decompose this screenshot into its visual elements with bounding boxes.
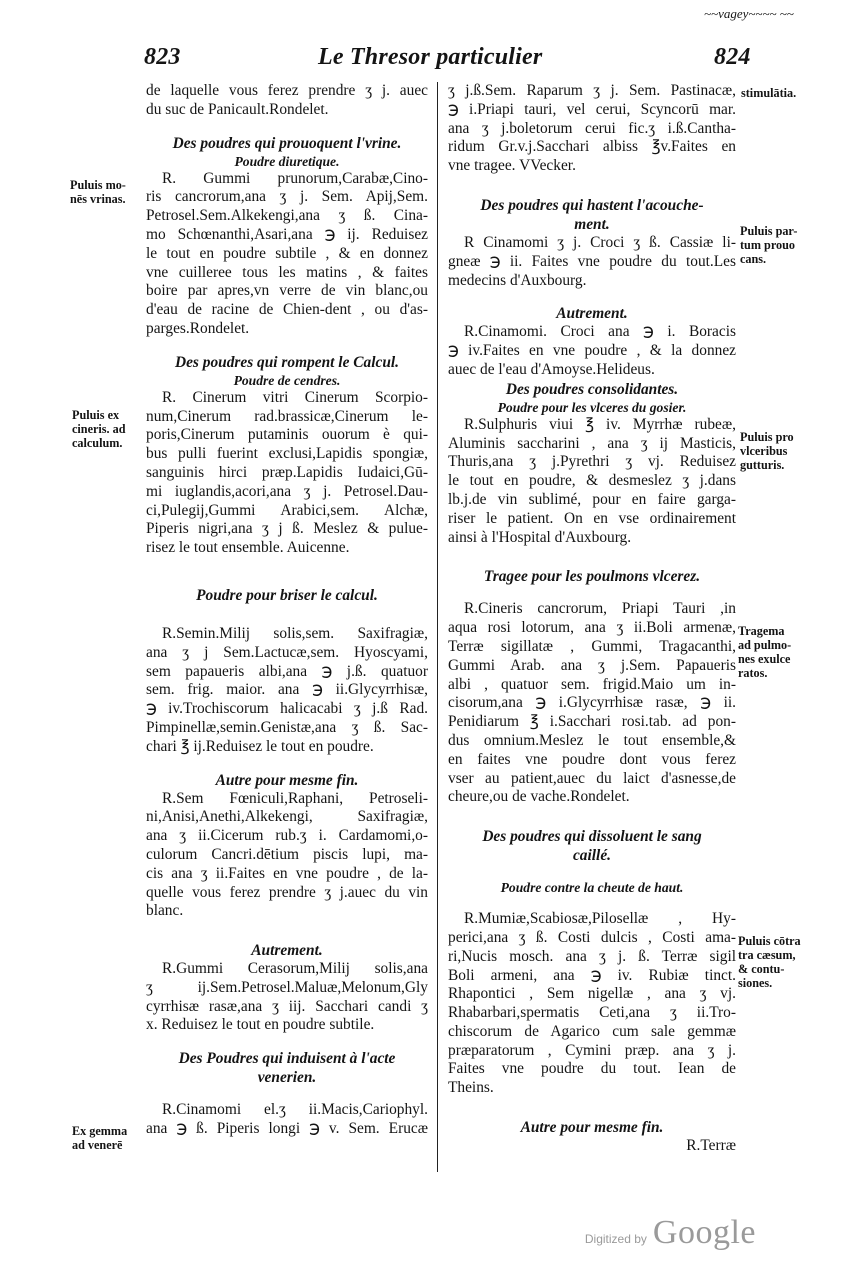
margin-note: Puluis mo- nēs vrinas.: [70, 178, 126, 206]
section-heading: Autre pour mesme fin.: [215, 771, 359, 789]
text-line: riser le patient. On en vse ordinairement: [448, 509, 736, 527]
watermark-prefix: Digitized by: [584, 1232, 647, 1246]
margin-note: Tragema ad pulmo- nes exulce ratos.: [738, 624, 792, 680]
text-line: de laquelle vous ferez prendre ʒ j. auec: [146, 82, 428, 99]
text-line: vne cuilleree tous les matins , & faites: [146, 263, 428, 281]
text-line: quelle vous ferez prendre ʒ j.auec du vin: [146, 883, 428, 901]
text-line: ana ʒ j Sem.Lactucæ,sem. Hyoscyami,: [146, 643, 428, 661]
spacer: [448, 1098, 736, 1118]
text-line: ana ʒ ii.Cicerum rub.ʒ i. Cardamomi,o-: [146, 827, 428, 845]
digitized-watermark: [585, 1214, 756, 1252]
text-line: cis ana ʒ ii.Faites en vne poudre , de la-: [146, 864, 428, 882]
text-line: R.Mumiæ,Scabiosæ,Pilosellæ , Hy-: [464, 910, 736, 928]
text-line: du suc de Panicault.Rondelet.: [146, 100, 329, 118]
text-line: ridum Gr.v.j.Sacchari albiss ℥v.Faites en: [448, 138, 736, 156]
spacer: [146, 339, 428, 353]
text-line: Aluminis saccharini , ana ʒ ij Masticis,: [448, 434, 736, 452]
text-line: ci,Pulegij,Gummi Arabici,sem. Alchæ,: [146, 501, 428, 519]
spacer: [146, 120, 428, 134]
text-line: R.Cineris cancrorum, Priapi Tauri ,in: [464, 600, 736, 618]
text-line: ℈ iv.Trochiscorum halicacabi ʒ j.ß Rad.: [146, 700, 428, 718]
section-heading: venerien.: [257, 1069, 317, 1087]
spacer: [146, 1087, 428, 1101]
text-line: ri,Nucis mosch. ana ʒ j. ß. Terræ sigil: [448, 947, 736, 965]
text-line: Boli armeni, ana ℈ iv. Rubiæ tinct.: [448, 966, 736, 984]
section-heading: Des poudres qui prouoquent l'vrine.: [172, 134, 402, 152]
text-line: risez le tout ensemble. Auicenne.: [146, 539, 350, 557]
spacer: [448, 586, 736, 600]
text-line: x. Reduisez le tout en poudre subtile.: [146, 1016, 375, 1034]
section-heading: Autre pour mesme fin.: [520, 1119, 664, 1137]
spacer: [448, 807, 736, 827]
section-heading: Des Poudres qui induisent à l'acte: [178, 1050, 396, 1068]
text-line: Penidiarum ℥ i.Sacchari rosi.tab. ad pon-: [448, 713, 736, 731]
text-line: ana ℈ ß. Piperis longi ℈ v. Sem. Erucæ: [146, 1120, 428, 1138]
text-line: mi iuglandis,acori,ana ʒ j. Petrosel.Dau-: [146, 482, 428, 500]
section-heading: Autrement.: [556, 305, 628, 323]
text-line: ℈ i.Priapi tauri, vel cerui, Scyncorū mar.: [448, 100, 736, 118]
text-line: perici,ana ʒ ß. Costi dulcis , Costi ama-: [448, 928, 736, 946]
spacer: [146, 757, 428, 771]
section-heading: Des poudres qui hastent l'acouche-: [480, 196, 704, 214]
text-line: en faites vne poudre dont vous ferez: [448, 750, 736, 768]
text-line: gneæ ℈ ii. Faites vne poudre du tout.Les: [448, 252, 736, 270]
text-line: ris cancrorum,ana ʒ j. Sem. Apij,Sem.: [146, 188, 428, 206]
text-line: num,Cinerum rad.brassicæ,Cinerum le-: [146, 407, 428, 425]
text-line: le tout en poudre, & desmeslez ʒ j.dans: [448, 472, 736, 490]
text-line: ℈ iv.Faites en vne poudre , & la donnez: [448, 342, 736, 360]
text-line: sem. frig. maior. ana ℈ ii.Glycyrrhisæ,: [146, 681, 428, 699]
text-line: Terræ sigillatæ , Gummi, Tragacanthi,: [448, 637, 736, 655]
text-line: auec de l'eau d'Amoyse.Helideus.: [448, 360, 655, 378]
spacer: [448, 547, 736, 567]
margin-note: Ex gemma ad venerē: [72, 1124, 128, 1152]
text-line: Pimpinellæ,semin.Genistæ,ana ʒ ß. Sac-: [146, 718, 428, 736]
text-line: R.Cinamomi. Croci ana ℈ i. Boracis: [464, 323, 736, 341]
text-line: cyrrhisæ rasæ,ana ʒ iij. Sacchari candi ʒ: [146, 997, 428, 1015]
spacer: [146, 921, 428, 941]
text-line: Faites vne poudre du tout. Iean de: [448, 1060, 736, 1078]
page-number-right: 824: [714, 44, 751, 70]
text-line: R.Terræ: [686, 1137, 736, 1155]
text-line: poris,Cinerum putaminis ouorum è qui-: [146, 426, 428, 444]
section-heading: Autrement.: [251, 942, 323, 960]
text-line: Gummi Arab. ana ʒ j.Sem. Papaueris: [448, 656, 736, 674]
text-line: Rhapontici , Sem nigellæ , ana ʒ vj.: [448, 985, 736, 1003]
text-line: vser au patient,auec du laict d'asnesse,de: [448, 769, 736, 787]
left-column: [146, 82, 428, 1139]
section-heading: caillé.: [572, 847, 612, 865]
section-heading: Des poudres qui rompent le Calcul.: [174, 353, 400, 371]
text-line: ni,Anisi,Anethi,Alkekengi, Saxifragiæ,: [146, 808, 428, 826]
margin-note: Puluis ex cineris. ad calculum.: [72, 408, 126, 450]
top-edge-mark: ~~vagey~~~~ ~~: [704, 6, 794, 21]
text-line: le tout en poudre subtile , & en donnez: [146, 244, 428, 262]
text-line: ʒ ij.Sem.Petrosel.Maluæ,Melonum,Gly: [146, 978, 428, 996]
text-line: ʒ j.ß.Sem. Raparum ʒ j. Sem. Pastinacæ,: [448, 82, 736, 99]
text-line: præparatorum , Cymini præp. ana ʒ j.: [448, 1041, 736, 1059]
recipe-subheading: Poudre de cendres.: [233, 372, 341, 388]
text-line: parges.Rondelet.: [146, 319, 250, 337]
spacer: [448, 896, 736, 910]
text-line: cheure,ou de vache.Rondelet.: [448, 788, 630, 806]
recipe-subheading: Poudre pour les vlceres du gosier.: [497, 399, 687, 415]
text-line: R.Sem Fœniculi,Raphani, Petroseli-: [162, 789, 428, 807]
page-number-left: 823: [144, 44, 181, 70]
text-line: medecins d'Auxbourg.: [448, 271, 587, 289]
text-line: Theins.: [448, 1079, 494, 1097]
spacer: [448, 865, 736, 879]
text-line: boire par apres,vn verre de vin blanc,ou: [146, 282, 428, 300]
text-line: aqua rosi lotorum, ana ʒ ii.Boli armenæ,: [448, 619, 736, 637]
section-heading: ment.: [574, 215, 610, 233]
text-line: bus pulli fuerint exclusi,Lapidis spongiæ,: [146, 445, 428, 463]
margin-note: Puluis pro vlceribus gutturis.: [740, 430, 794, 472]
text-line: Petrosel.Sem.Alkekengi,ana ʒ ß. Cina-: [146, 207, 428, 225]
text-line: R Cinamomi ʒ j. Croci ʒ ß. Cassiæ li-: [464, 233, 736, 251]
text-line: sanguinis hirci præp.Lapidis Iudaici,Gū-: [146, 463, 428, 481]
text-line: R.Gummi Cerasorum,Milij solis,ana: [162, 960, 428, 978]
section-heading: Des poudres qui dissoluent le sang: [482, 828, 702, 846]
spacer: [146, 605, 428, 625]
text-line: Thuris,ana ʒ j.Pyrethri ʒ vj. Reduisez: [448, 453, 736, 471]
section-heading: Poudre pour briser le calcul.: [196, 586, 378, 604]
text-line: chiscorum de Agarico cum sale gemmæ: [448, 1022, 736, 1040]
text-line: sem papaueris albi,ana ℈ j.ß. quatuor: [146, 662, 428, 680]
text-line: ana ʒ j.boletorum cerui fic.ʒ i.ß.Cantha-: [448, 119, 736, 137]
text-line: vne tragee. VVecker.: [448, 157, 576, 175]
text-line: lb.j.de vin sublimé, pour en faire garga-: [448, 490, 736, 508]
text-line: mo Schœnanthi,Asari,ana ℈ ij. Reduisez: [146, 225, 428, 243]
google-logo: Google: [652, 1214, 756, 1251]
text-line: d'eau de racine de Chien-dent , ou d'as-: [146, 301, 428, 319]
margin-note: stimulātia.: [741, 86, 797, 100]
recipe-subheading: Poudre contre la cheute de haut.: [500, 880, 684, 896]
recipe-subheading: Poudre diuretique.: [234, 153, 340, 169]
running-title: Le Thresor particulier: [318, 44, 543, 70]
text-line: Rhabarbari,spermatis Ceti,ana ʒ ii.Tro-: [448, 1004, 736, 1022]
margin-note: Puluis cōtra tra cæsum, & contu- siones.: [738, 934, 801, 990]
text-line: culorum Cancri.dētium piscis lupi, ma-: [146, 845, 428, 863]
text-line: Piperis nigri,ana ʒ j ß. Meslez & pulue-: [146, 520, 428, 538]
margin-note: Puluis par- tum prouo cans.: [740, 224, 798, 266]
text-line: R. Cinerum vitri Cinerum Scorpio-: [162, 388, 428, 406]
text-line: ainsi à l'Hospital d'Auxbourg.: [448, 528, 632, 546]
spacer: [146, 1035, 428, 1049]
text-line: R.Sulphuris viui ℥ iv. Myrrhæ rubeæ,: [464, 415, 736, 433]
spacer: [146, 558, 428, 586]
text-line: cisorum,ana ℈ i.Glycyrrhisæ rasæ, ℈ ii.: [448, 694, 736, 712]
text-line: dus omnium.Meslez le tout ensemble,&: [448, 731, 736, 749]
text-line: R. Gummi prunorum,Carabæ,Cino-: [162, 169, 428, 187]
text-line: blanc.: [146, 902, 184, 920]
section-heading: Tragee pour les poulmons vlcerez.: [483, 568, 701, 586]
spacer: [448, 176, 736, 196]
section-heading: Des poudres consolidantes.: [505, 380, 679, 398]
text-line: R.Semin.Milij solis,sem. Saxifragiæ,: [162, 624, 428, 642]
right-column: [448, 82, 736, 1156]
text-line: R.Cinamomi el.ʒ ii.Macis,Cariophyl.: [162, 1101, 428, 1119]
text-line: chari ℥ ij.Reduisez le tout en poudre.: [146, 737, 374, 755]
spacer: [448, 290, 736, 304]
column-rule: [437, 82, 438, 1172]
text-line: albi , quatuor sem. frigid.Maio um in-: [448, 675, 736, 693]
